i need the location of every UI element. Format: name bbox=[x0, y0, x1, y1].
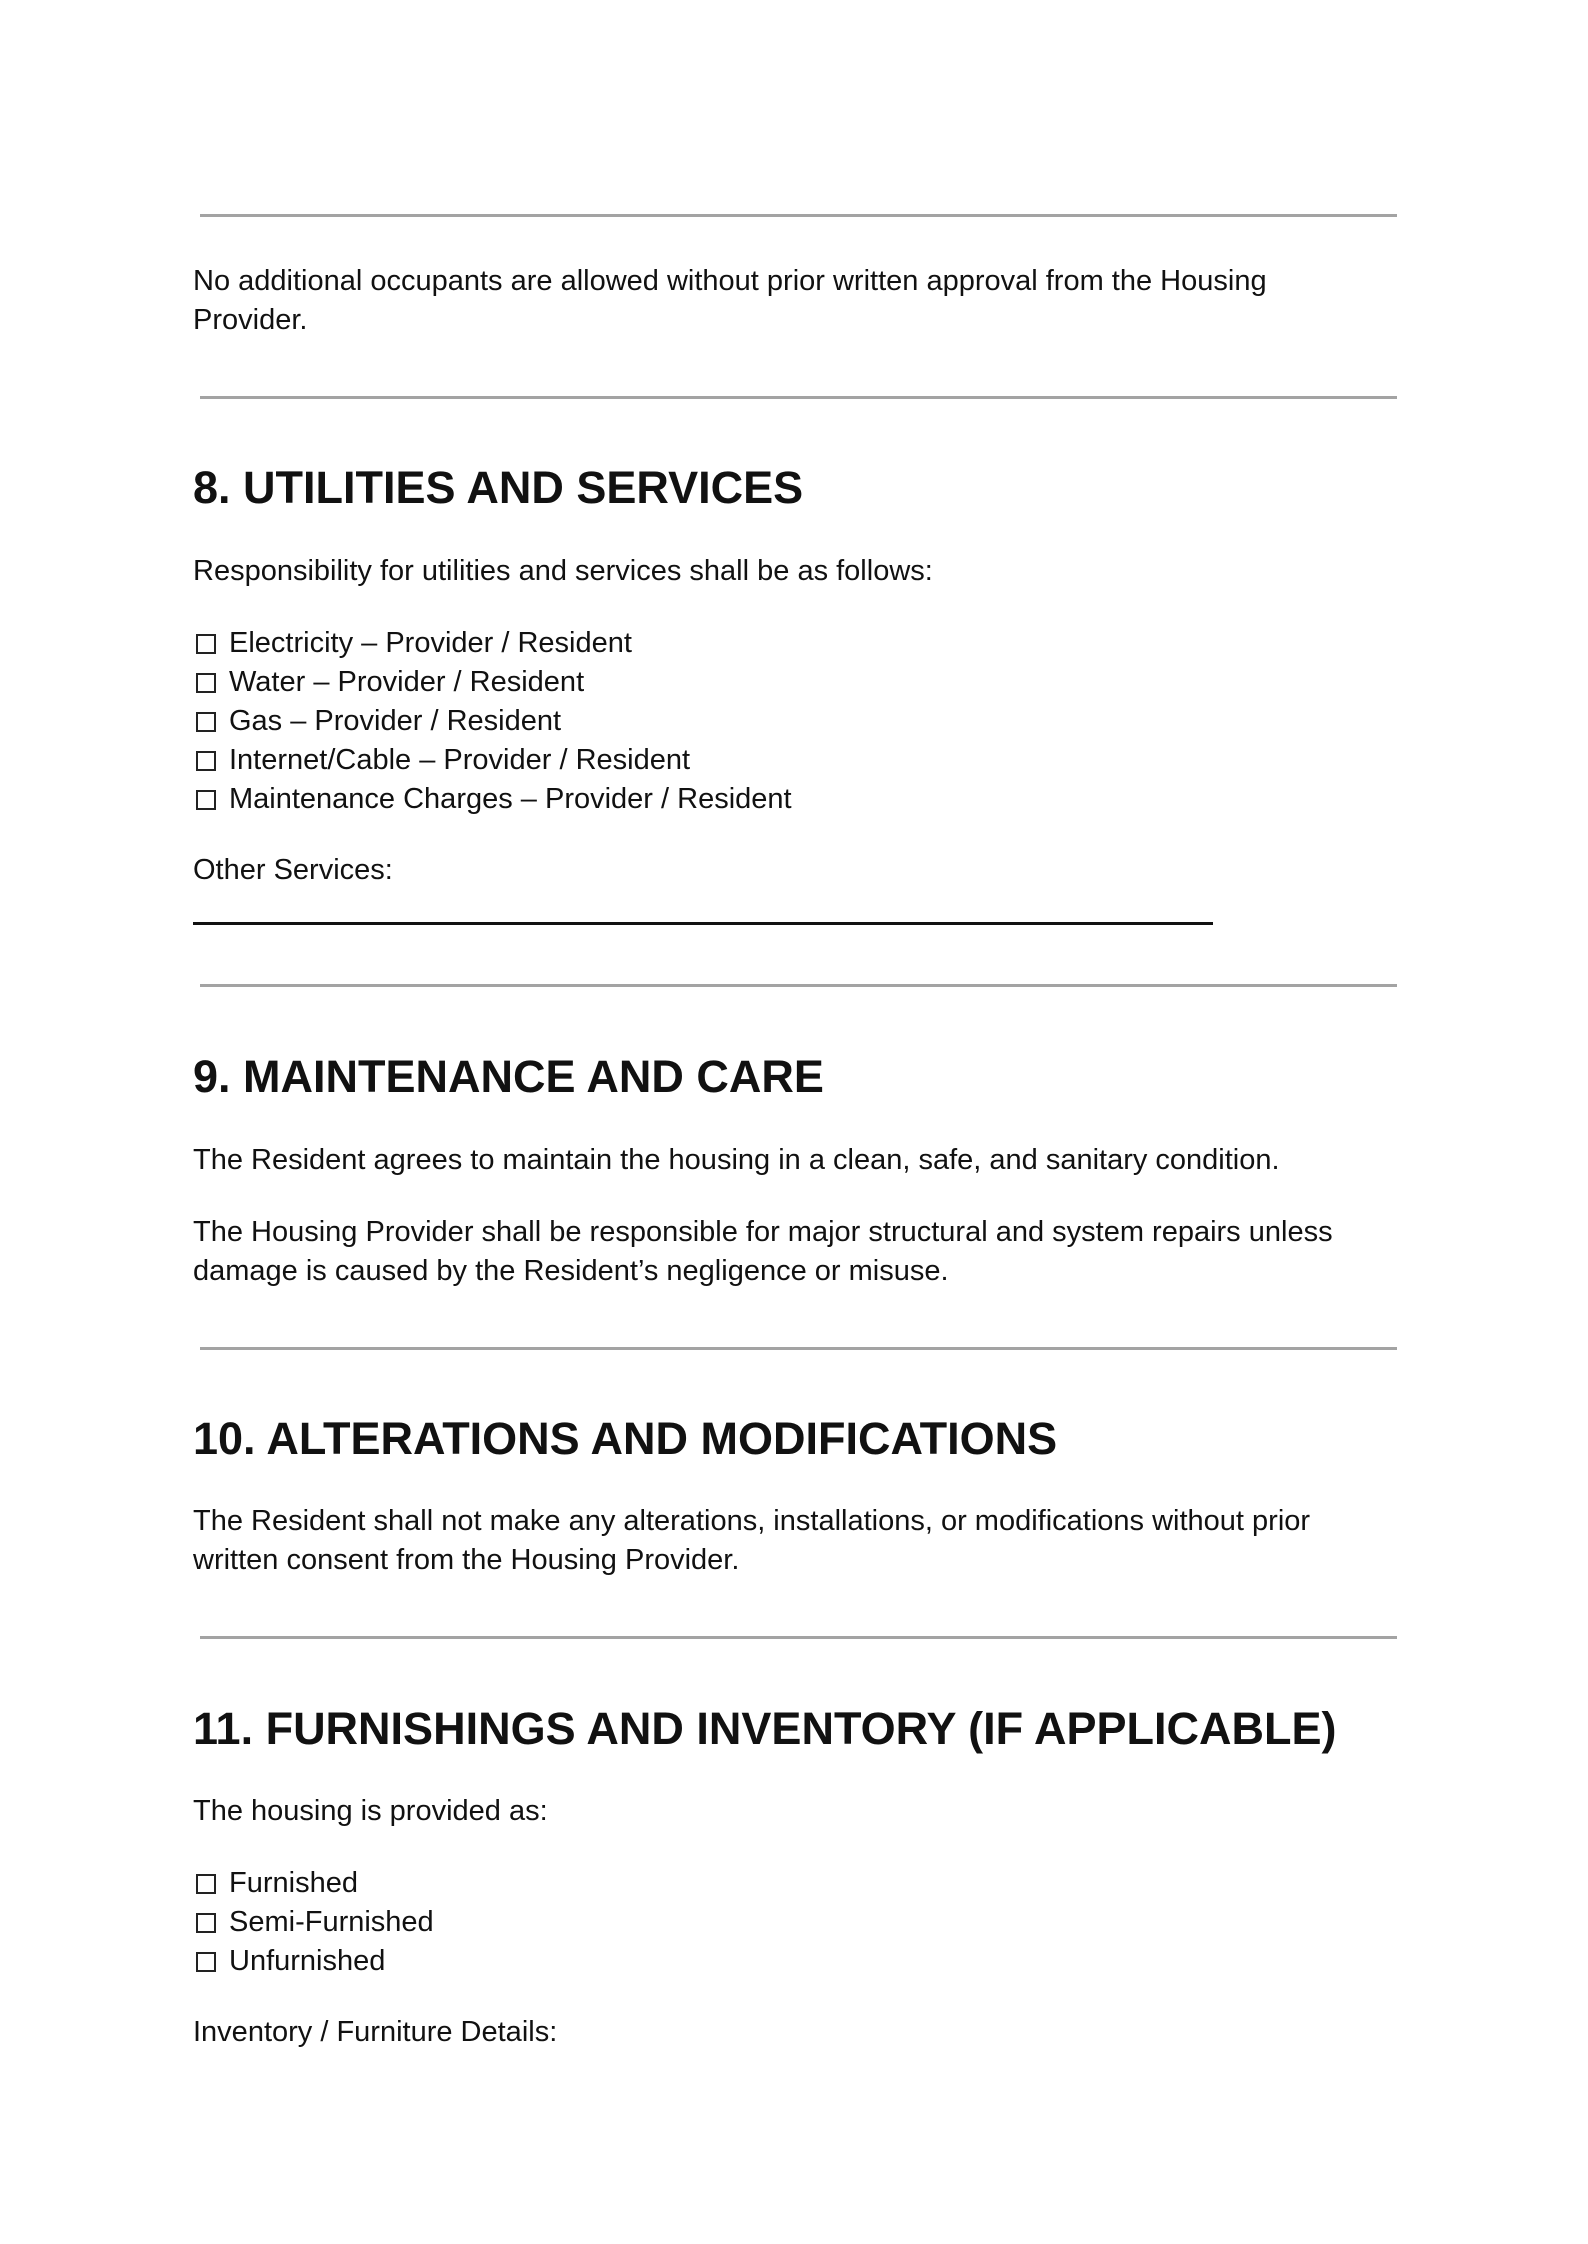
utilities-checklist bbox=[193, 624, 792, 819]
utility-item-label: Maintenance Charges – Provider / Resident bbox=[229, 783, 792, 815]
utility-item-label: Internet/Cable – Provider / Resident bbox=[229, 744, 691, 776]
checkbox-icon[interactable] bbox=[196, 751, 216, 771]
section-divider bbox=[200, 984, 1397, 987]
utility-item-label: Gas – Provider / Resident bbox=[229, 705, 562, 737]
section-divider bbox=[200, 214, 1397, 217]
other-services-label: Other Services: bbox=[193, 854, 393, 886]
section-8-heading: 8. UTILITIES AND SERVICES bbox=[193, 462, 804, 513]
checkbox-icon[interactable] bbox=[196, 1874, 216, 1894]
section-divider bbox=[200, 1636, 1397, 1639]
section-divider bbox=[200, 1347, 1397, 1350]
utility-item-gas[interactable] bbox=[193, 702, 792, 741]
section-9-heading: 9. MAINTENANCE AND CARE bbox=[193, 1051, 824, 1102]
other-services-fill-line[interactable] bbox=[193, 922, 1213, 925]
furnishing-item-unfurnished[interactable] bbox=[193, 1942, 434, 1981]
section-11-heading: 11. FURNISHINGS AND INVENTORY (IF APPLICABLE) bbox=[193, 1703, 1337, 1754]
occupancy-note: No additional occupants are allowed without prior written approval from the Housing Provider. bbox=[193, 265, 1267, 336]
furnishing-checklist bbox=[193, 1864, 434, 1981]
furnishing-item-semi-furnished[interactable] bbox=[193, 1903, 434, 1942]
section-10-para: The Resident shall not make any alterations, installations, or modifications without prior written consent from the Housing Provider. bbox=[193, 1505, 1311, 1576]
utility-item-label: Water – Provider / Resident bbox=[229, 666, 585, 698]
checkbox-icon[interactable] bbox=[196, 634, 216, 654]
section-11-intro: The housing is provided as: bbox=[193, 1795, 548, 1827]
furnishing-item-label: Furnished bbox=[229, 1867, 358, 1899]
furnishing-item-label: Semi-Furnished bbox=[229, 1906, 434, 1938]
furnishing-item-furnished[interactable] bbox=[193, 1864, 434, 1903]
utility-item-internet-cable[interactable] bbox=[193, 741, 792, 780]
section-10-heading: 10. ALTERATIONS AND MODIFICATIONS bbox=[193, 1413, 1058, 1464]
utility-item-water[interactable] bbox=[193, 663, 792, 702]
furnishing-item-label: Unfurnished bbox=[229, 1945, 386, 1977]
section-9-para-2: The Housing Provider shall be responsible for major structural and system repairs unless damage is caused by the Resident’s negligence or misuse. bbox=[193, 1216, 1333, 1287]
checkbox-icon[interactable] bbox=[196, 712, 216, 732]
checkbox-icon[interactable] bbox=[196, 673, 216, 693]
section-divider bbox=[200, 396, 1397, 399]
checkbox-icon[interactable] bbox=[196, 1913, 216, 1933]
checkbox-icon[interactable] bbox=[196, 790, 216, 810]
utility-item-label: Electricity – Provider / Resident bbox=[229, 627, 632, 659]
inventory-details-label: Inventory / Furniture Details: bbox=[193, 2016, 558, 2048]
section-8-intro: Responsibility for utilities and services shall be as follows: bbox=[193, 555, 933, 587]
utility-item-maintenance-charges[interactable] bbox=[193, 780, 792, 819]
section-9-para-1: The Resident agrees to maintain the housing in a clean, safe, and sanitary condition. bbox=[193, 1144, 1280, 1176]
utility-item-electricity[interactable] bbox=[193, 624, 792, 663]
checkbox-icon[interactable] bbox=[196, 1952, 216, 1972]
